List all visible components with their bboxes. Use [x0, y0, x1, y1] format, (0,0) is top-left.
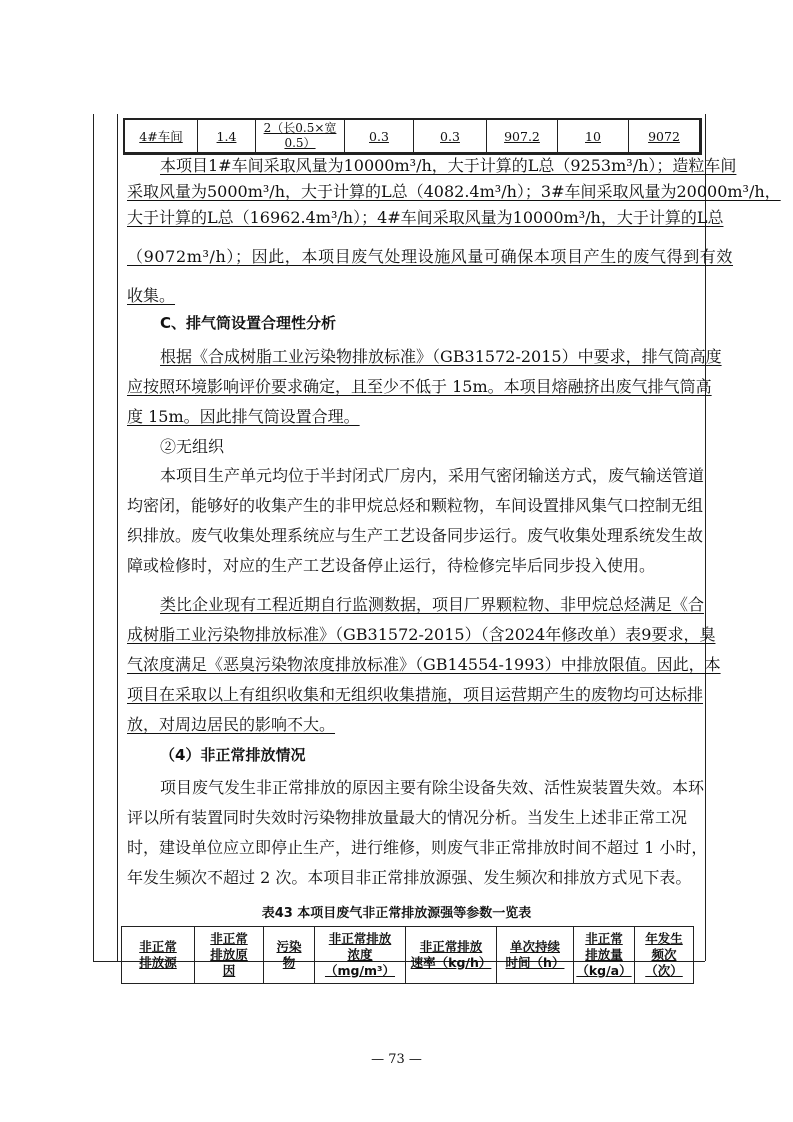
table-header-cell [315, 927, 406, 984]
cell-line: 2（长0.5×宽 [263, 121, 337, 135]
section-heading: （4）非正常排放情况 [160, 746, 306, 764]
header-line: （kg/a） [576, 963, 632, 978]
paragraph-line: 本项目生产单元均位于半封闭式厂房内，采用气密闭输送方式，废气输送管道 [160, 466, 705, 485]
paragraph-line: （9072m³/h）；因此，本项目废气处理设施风量可确保本项目产生的废气得到有效 [127, 247, 734, 266]
paragraph-line: 项目在采取以上有组织收集和无组织收集措施，项目运营期产生的废物均可达标排 [127, 685, 704, 704]
table-cell: 4#车间 [125, 120, 198, 153]
table-cell: 10 [558, 120, 629, 153]
table-cell: 907.2 [487, 120, 558, 153]
paragraph-line: 成树脂工业污染物排放标准》（GB31572-2015）（含2024年修改单）表9要求，臭 [127, 625, 716, 644]
table-header-row [122, 927, 694, 984]
paragraph-line: 放，对周边居民的影响不大。 [127, 715, 336, 734]
table-row [125, 120, 700, 153]
table-cell [256, 120, 345, 153]
subsection-label: ②无组织 [160, 437, 225, 456]
paragraph-line: 大于计算的L总（16962.4m³/h）；4#车间采取风量为10000m³/h，大于计算的L总 [127, 208, 724, 227]
table-title: 表43 本项目废气非正常排放源强等参数一览表 [261, 906, 532, 921]
frame-right [705, 114, 706, 961]
header-line: 排放原 [210, 947, 248, 962]
paragraph-line: 本项目1#车间采取风量为10000m³/h，大于计算的L总（9253m³/h）；造粒车间 [160, 156, 737, 175]
emission-table-continued [124, 119, 700, 153]
section-heading: C、排气筒设置合理性分析 [160, 314, 337, 332]
header-line: 非正常 [210, 931, 248, 946]
table-header-cell [574, 927, 635, 984]
paragraph-line: 度 15m。因此排气筒设置合理。 [127, 407, 360, 426]
table-header-cell [195, 927, 264, 984]
header-line: 非正常 [139, 939, 177, 954]
cell-line: 0.5） [284, 136, 316, 150]
table-header-cell [264, 927, 315, 984]
table-header-cell [635, 927, 694, 984]
paragraph-line: 织排放。废气收集处理系统应与生产工艺设备同步运行。废气收集处理系统发生故 [127, 526, 704, 545]
header-line: 污染 [276, 939, 302, 954]
header-line: 单次持续 [509, 939, 560, 954]
table-header-cell [122, 927, 195, 984]
paragraph-line: 时，建设单位应立即停止生产，进行维修，则废气非正常排放时间不超过 1 小时， [127, 838, 708, 857]
paragraph-line: 应按照环境影响评价要求确定，且至少不低于 15m。本项目熔融挤出废气排气筒高 [127, 377, 712, 396]
page-number: — 73 — [371, 1052, 422, 1067]
paragraph-line: 根据《合成树脂工业污染物排放标准》（GB31572-2015）中要求，排气筒高度 [160, 347, 722, 366]
header-line: 因 [222, 963, 236, 978]
header-line: 浓度 [347, 947, 373, 962]
paragraph-line: 收集。 [127, 286, 176, 305]
header-line: 排放源 [139, 955, 177, 970]
paragraph-line: 类比企业现有工程近期自行监测数据，项目厂界颗粒物、非甲烷总烃满足《合 [160, 595, 705, 614]
header-line: 非正常排放 [419, 939, 483, 954]
header-line: （mg/m³） [324, 963, 396, 978]
paragraph-line: 评以所有装置同时失效时污染物排放量最大的情况分析。当发生上述非正常工况 [127, 808, 688, 827]
abnormal-emission-table [121, 926, 694, 984]
header-line: 年发生 [645, 931, 683, 946]
header-line: 速率（kg/h） [410, 955, 492, 970]
frame-left-outer [93, 114, 94, 961]
paragraph-line: 均密闭，能够好的收集产生的非甲烷总烃和颗粒物，车间设置排风集气口控制无组 [127, 496, 704, 515]
header-line: （次） [645, 963, 683, 978]
paragraph-line: 项目废气发生非正常排放的原因主要有除尘设备失效、活性炭装置失效。本环 [160, 778, 705, 797]
header-line: 频次 [651, 947, 677, 962]
table-cell: 0.3 [345, 120, 414, 153]
paragraph-line: 采取风量为5000m³/h，大于计算的L总（4082.4m³/h）；3#车间采取风量为20000m³/h， [127, 182, 781, 201]
header-line: 非正常 [585, 931, 623, 946]
header-line: 非正常排放 [328, 931, 392, 946]
paragraph-line: 气浓度满足《恶臭污染物浓度排放标准》（GB14554-1993）中排放限值。因此，本 [127, 655, 721, 674]
paragraph-line: 年发生频次不超过 2 次。本项目非正常排放源强、发生频次和排放方式见下表。 [127, 868, 692, 887]
table-cell: 9072 [629, 120, 700, 153]
paragraph-line: 障或检修时，对应的生产工艺设备停止运行，待检修完毕后同步投入使用。 [127, 556, 656, 575]
header-line: 物 [282, 955, 296, 970]
table-header-cell [406, 927, 497, 984]
table-cell: 1.4 [198, 120, 256, 153]
table-header-cell [497, 927, 574, 984]
header-line: 时间（h） [505, 955, 565, 970]
header-line: 排放量 [585, 947, 623, 962]
table-cell: 0.3 [414, 120, 487, 153]
frame-left-inner [117, 114, 118, 961]
